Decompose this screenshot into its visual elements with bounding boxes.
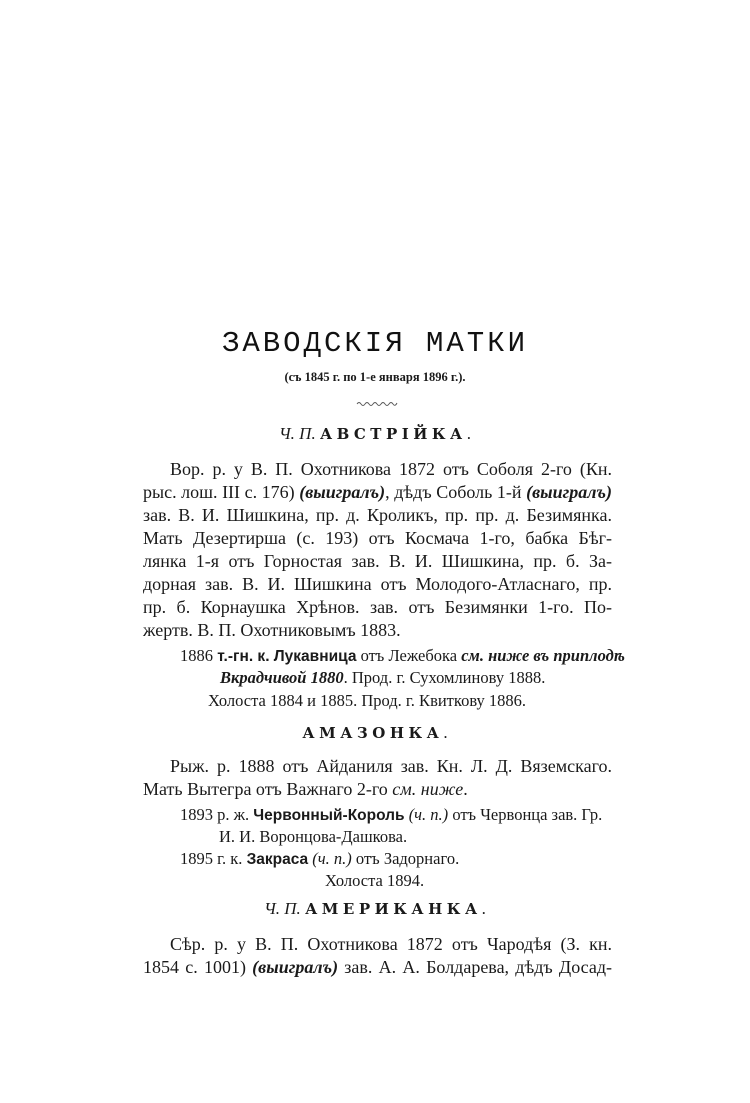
text-span: отъ Червонца зав. Гр. xyxy=(448,805,603,824)
page-title: ЗАВОДСКІЯ МАТКИ xyxy=(221,327,529,360)
text-line xyxy=(143,504,612,526)
heading-prefix: Ч. П. xyxy=(278,424,316,443)
text-line xyxy=(143,573,612,595)
text-line xyxy=(143,778,468,800)
barren-note: Холоста 1894. xyxy=(325,871,425,890)
offspring-year: 1886 xyxy=(180,646,213,665)
italic-span: (выигралъ) xyxy=(299,482,386,502)
text-span: . xyxy=(463,779,468,799)
wavy-ornament-divider xyxy=(356,398,398,408)
text-line xyxy=(143,956,612,978)
text-line xyxy=(143,596,612,618)
offspring-name: Закраса xyxy=(246,851,309,868)
page-subtitle: (съ 1845 г. по 1-е января 1896 г.). xyxy=(284,370,466,384)
text-span: г. к. xyxy=(213,849,247,868)
text-line xyxy=(143,481,612,503)
text-line xyxy=(143,527,612,549)
text-span: рыс. лош. III с. 176) xyxy=(143,482,300,502)
text-span: 1854 с. 1001) xyxy=(143,957,253,977)
heading-name: АВСТРІЙКА xyxy=(319,425,467,443)
text-span: , дѣдъ Соболь 1-й xyxy=(385,482,527,502)
text-span: отъ Задорнаго. xyxy=(351,849,460,868)
text-line xyxy=(170,933,612,955)
italic-span: см. ниже xyxy=(392,779,464,799)
offspring-continuation xyxy=(220,667,545,689)
barren-note: Холоста 1884 и 1885. Прод. г. Квиткову 1886. xyxy=(208,691,527,710)
offspring-year: 1895 xyxy=(180,849,213,868)
offspring-line xyxy=(180,804,602,827)
heading-suffix: . xyxy=(443,723,448,742)
text-span: Вор. р. у В. П. Охотникова 1872 отъ Соболя 2-го (Кн. xyxy=(170,459,612,479)
italic-span: (выигралъ) xyxy=(526,482,612,502)
italic-span: Вкрадчивой 1880 xyxy=(220,668,344,687)
offspring-line xyxy=(180,645,625,668)
italic-span: (ч. п.) xyxy=(308,849,352,868)
text-line xyxy=(143,619,612,641)
text-span: зав. В. И. Шишкина, пр. д. Кроликъ, пр. пр. д. Безимянка. xyxy=(143,505,612,525)
text-span: . Прод. г. Сухомлинову 1888. xyxy=(343,668,546,687)
heading-suffix: . xyxy=(466,424,472,443)
text-span: Сѣр. р. у В. П. Охотникова 1872 отъ Чародѣя (З. кн. xyxy=(170,934,612,954)
offspring-name: Червонный-Король xyxy=(253,807,405,824)
heading-name: АМАЗОНКА xyxy=(302,724,444,742)
heading-suffix: . xyxy=(481,899,486,918)
text-span: Мать Вытегра отъ Важнаго 2-го xyxy=(143,779,393,799)
text-span: р. ж. xyxy=(213,805,254,824)
offspring-continuation: И. И. Воронцова-Дашкова. xyxy=(219,827,408,846)
heading-prefix: Ч. П. xyxy=(264,899,301,918)
offspring-year: 1893 xyxy=(180,805,213,824)
text-span: жертв. В. П. Охотниковымъ 1883. xyxy=(143,620,401,640)
text-span: Мать Дезертирша (с. 193) отъ Космача 1-го, бабка Бѣг- xyxy=(143,528,612,548)
italic-span: (выигралъ) xyxy=(252,957,339,977)
text-span: лянка 1-я отъ Горностая зав. В. И. Шишкина, пр. б. За- xyxy=(143,551,612,571)
text-span: зав. А. А. Болдарева, дѣдъ Досад- xyxy=(338,957,612,977)
entry-heading-amazonka xyxy=(0,723,750,743)
italic-span: (ч. п.) xyxy=(404,805,449,824)
text-span: Рыж. р. 1888 отъ Айданиля зав. Кн. Л. Д. Вяземскаго. xyxy=(170,756,612,776)
text-line xyxy=(170,458,612,480)
text-line xyxy=(170,755,612,777)
text-line xyxy=(143,550,612,572)
heading-name: АМЕРИКАНКА xyxy=(305,900,482,918)
entry-heading-amerikanka xyxy=(0,899,750,919)
italic-span: см. ниже въ приплодѣ xyxy=(461,646,625,665)
text-span: дорная зав. В. И. Шишкина отъ Молодого-Атласнаго, пр. xyxy=(143,574,612,594)
text-span: отъ Лежебока xyxy=(356,646,462,665)
offspring-line xyxy=(180,848,459,871)
entry-heading-avstriyka xyxy=(0,424,750,444)
offspring-name: т.-гн. к. Лукавница xyxy=(213,648,357,665)
text-span: пр. б. Корнаушка Хрѣнов. зав. отъ Безимянки 1-го. По- xyxy=(143,597,612,617)
